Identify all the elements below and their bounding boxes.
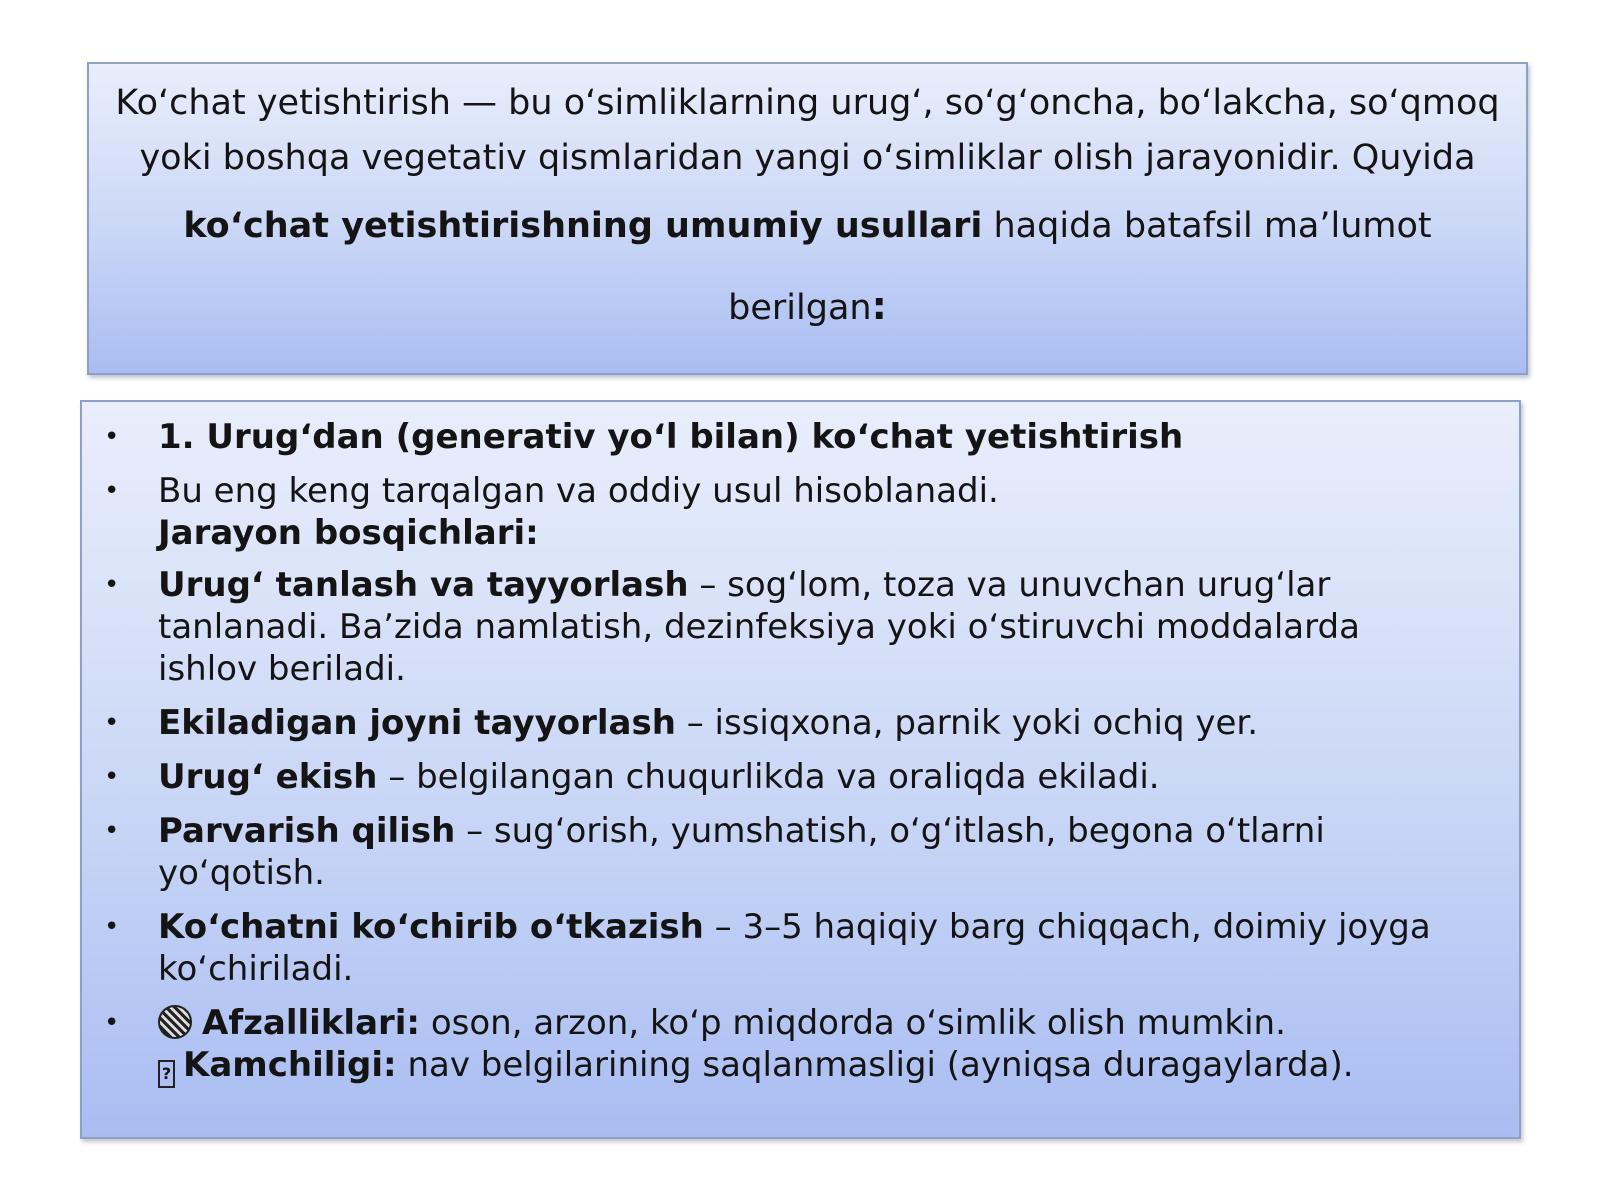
disadvantages-line (158, 1044, 1459, 1088)
bullet-icon: • (104, 912, 120, 942)
intro-line-1: Koʻchat yetishtirish — bu oʻsimliklarning urugʻ, soʻgʻoncha, boʻlakcha, soʻqmoq (115, 83, 1500, 123)
intro-highlight: koʻchat yetishtirishning umumiy usullari (183, 206, 983, 246)
bullet-icon: • (104, 762, 120, 792)
bullet-icon: • (104, 422, 120, 452)
list-item-term: Parvarish qilish (158, 811, 456, 851)
list-item-care (82, 810, 1519, 894)
intro-line-3-rest: haqida batafsil maʼlumot berilgan (728, 206, 1432, 328)
list-item-sowing (82, 756, 1519, 798)
list-item-description: – 3–5 haqiqiy barg chiqqach, doimiy joyga koʻchiriladi. (158, 907, 1431, 989)
list-item-description: – sugʻorish, yumshatish, oʻgʻitlash, begona oʻtlarni yoʻqotish. (158, 811, 1325, 893)
list-item-seed-selection (82, 564, 1519, 690)
list-item-subheading: Jarayon bosqichlari: (158, 513, 539, 553)
list-item-heading (82, 416, 1519, 458)
list-item-term: Koʻchatni koʻchirib oʻtkazish (158, 907, 704, 947)
list-item-term: Urugʻ ekish (158, 757, 378, 797)
advantages-text: oson, arzon, koʻp miqdorda oʻsimlik olish mumkin. (420, 1003, 1286, 1043)
bullet-icon: • (104, 570, 120, 600)
intro-line-3 (103, 186, 1512, 348)
bullet-icon: • (104, 476, 120, 506)
list-item-description: – belgilangan chuqurlikda va oraliqda ekiladi. (377, 757, 1160, 797)
bullet-icon: • (104, 816, 120, 846)
intro-line-2: yoki boshqa vegetativ qismlaridan yangi oʻsimliklar olish jarayonidir. Quyida (139, 138, 1476, 178)
list-item-description: – sogʻlom, toza va unuvchan urugʻlar tanlanadi. Baʼzida namlatish, dezinfeksiya yoki oʻstiruvchi moddalarda ishlov beriladi. (158, 565, 1360, 689)
list-item-pros-cons (82, 1002, 1519, 1088)
disadvantages-text: nav belgilarining saqlanmasligi (ayniqsa duragaylarda). (396, 1045, 1354, 1085)
striped-circle-icon (158, 1005, 192, 1039)
methods-list-box (80, 400, 1521, 1139)
intro-colon: : (871, 284, 887, 328)
disadvantages-label: Kamchiligi: (183, 1045, 397, 1085)
list-item-intro (82, 470, 1519, 554)
advantages-label: Afzalliklari: (202, 1003, 421, 1043)
advantages-line (158, 1002, 1459, 1044)
list-item-heading-text: 1. Urugʻdan (generativ yoʻl bilan) koʻchat yetishtirish (158, 417, 1184, 457)
bullet-icon: • (104, 708, 120, 738)
list-item-intro-text: Bu eng keng tarqalgan va oddiy usul hisoblanadi. (158, 471, 999, 511)
list-item-term: Urugʻ tanlash va tayyorlash (158, 565, 689, 605)
list-item-term: Ekiladigan joyni tayyorlash (158, 703, 676, 743)
bullet-icon: • (104, 1008, 120, 1038)
list-item-description: – issiqxona, parnik yoki ochiq yer. (675, 703, 1259, 743)
list-item-transplanting (82, 906, 1519, 990)
list-item-soil-preparation (82, 702, 1519, 744)
intro-text-box (87, 62, 1528, 375)
missing-glyph-icon: ? (158, 1060, 175, 1088)
bullet-list (82, 416, 1519, 1100)
